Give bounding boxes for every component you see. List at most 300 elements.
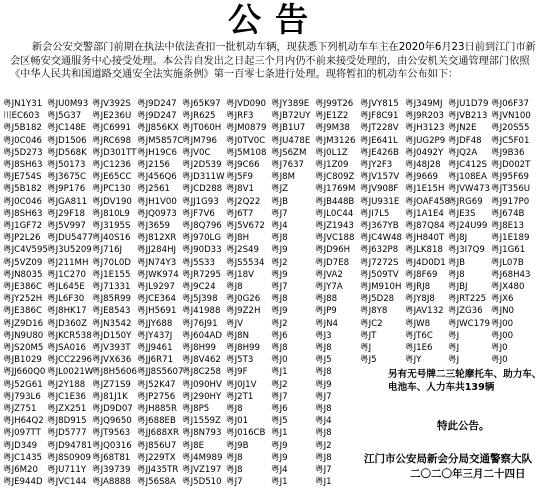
plate-number: 粤J5G37 [47,111,82,122]
plate-number: 粤JE386C [3,306,42,317]
plate-number: 粤JH3123 [405,123,445,134]
plate-number: 粤J0C046 [3,196,42,207]
plate-number: 粤JD349 [3,440,38,451]
plate-number: 粤JY2F3 [360,160,393,171]
plate-number: 粤J1 [315,477,332,488]
plate-number: 粤J52G61 [3,379,43,390]
plate-number: 粤JV0C [182,147,211,158]
plate-number: 粤J [360,343,372,354]
plate-number: 粤JD568K [47,147,87,158]
plate-number: 粤J8 [315,367,332,378]
plate-number: 粤JC412S [448,160,487,171]
plate-number: 粤J8HK17 [47,306,87,317]
plate-number: 粤JVD090 [226,99,267,109]
plate-number: 粤J50173 [47,160,86,171]
plate-number: 粤J5 [360,355,377,366]
plate-number: 粤J24U99 [448,221,488,232]
plate-number: 粤J2T1 [226,391,254,402]
closing-text: 特此公告。 [437,420,490,432]
plate-number: 粤J290HY [182,391,222,402]
plate-number: 粤J2 [315,440,332,451]
plate-number: 粤JU0M93 [47,99,89,109]
plate-number: 粤JCE364 [137,294,176,305]
plate-number: 粤J5S33 [182,257,215,268]
plate-number: 粤JB [448,257,466,268]
plate-number: 粤J688EB [137,416,176,427]
plate-number: 粤JBJ [448,282,468,293]
plate-number: 粤JB448B [315,196,355,207]
plate-number: 粤JRG69 [448,196,483,207]
plate-column [226,98,266,489]
plate-number: 粤J9 [271,452,288,463]
plate-number: 粤JC6991 [92,123,131,134]
plate-number: 粤JL9297 [137,282,175,293]
plate-number: 粤J0 [491,343,508,354]
plate-number: 粤JD5777 [47,428,87,439]
plate-column [448,98,490,366]
plate-number: 粤JT6C [405,330,433,341]
plate-number: 粤JF7V6 [182,208,215,219]
plate-number: 粤JC4W48 [360,233,403,244]
plate-number: 粤JC4V595 [3,245,48,256]
plate-number: 粤J0 [271,355,288,366]
plate-number: 粤JVC188 [315,233,355,244]
plate-number: 粤J1E6 [405,343,433,354]
plate-number: 粤J1 [271,428,288,439]
plate-column [271,98,311,489]
plate-number: 粤J3U5209 [47,245,92,256]
plate-number: 粤J87Q84 [405,221,445,232]
plate-number: 粤JLK818 [405,245,443,256]
plate-number: 粤J81J1K [92,391,128,402]
plate-number: 粤JVB213 [448,111,488,122]
plate-number: 粤JUG2P9 [405,135,446,146]
plate-number: 粤J9669 [405,172,438,183]
plate-number: 粤JV [226,318,244,329]
plate-number: 粤JD9D07 [92,404,133,415]
plate-number: 粤JY8J8 [405,294,435,305]
plate-number: 粤J4 [271,221,288,232]
plate-number: 粤JE641L [360,135,398,146]
plate-number: 粤J8Q796 [182,221,222,232]
plate-number: 粤JE754S [3,172,42,183]
plate-number: 粤JC1236 [92,160,131,171]
plate-number: 粤J3 [315,330,332,341]
plate-number: 粤JD96H [315,245,351,256]
plate-number: 粤J8E13 [491,221,524,232]
plate-number: 粤JN2E [448,123,477,134]
plate-number: 粤J229TX [137,452,176,463]
plate-number: 粤J367YB [360,221,399,232]
plate-number: 粤JR625 [182,111,216,122]
plate-number: 粤J9D247 [137,111,177,122]
plate-number: 粤J2 [271,379,288,390]
plate-number: 粤J8F69 [405,269,438,280]
plate-number: 粤JN74Y3 [137,257,177,268]
plate-column [491,98,531,366]
plate-number: 粤J604AD [182,330,223,341]
plate-number: 粤J9 [271,440,288,451]
plate-number: 粤J00 [491,330,514,341]
plate-number: 粤J8J [448,233,468,244]
plate-number: 粤J5 [315,355,332,366]
plate-number: 粤JDU5477 [47,233,93,244]
plate-number: 粤JQ9650 [92,416,132,427]
plate-number: 粤J29F18 [47,208,85,219]
plate-number: 粤JJ9461 [137,343,173,354]
plate-number: 粤J0L1Z [315,147,348,158]
plate-number: 粤J5M108 [226,147,267,158]
plate-number: 粤JN0 [491,306,515,317]
plate-number: 粤J8SH63 [3,208,43,219]
plate-number: 粤JH5691 [137,306,177,317]
plate-number: 粤JJ1G93 [182,196,219,207]
plate-number: 粤J917P0 [491,196,530,207]
plate-number: 粤J674B [491,208,525,219]
plate-number: 粤J85R99 [92,294,131,305]
plate-number: 粤J39739 [92,465,131,476]
plate-number: 粤J8SH63 [3,160,43,171]
plate-number: 粤J970LG [182,233,221,244]
plate-number: 粤JE3S [448,208,476,219]
plate-number: 粤J856U7 [137,440,177,451]
plate-number: 粤J1Z09 [315,160,349,171]
plate-number: 粤J9Z2H [226,306,261,317]
plate-column [3,98,48,489]
plate-number: 粤JL6F30 [47,294,85,305]
plate-number: 粤JCC2296 [47,355,92,366]
plate-number: 粤J0492Y [405,147,444,158]
plate-number: 粤JGA811 [47,196,88,207]
plate-number: 粤J1559Z [182,416,221,427]
plate-number: 粤J71331 [92,282,131,293]
plate-number: 粤J [448,343,460,354]
plate-number: 粤J9D247 [137,99,177,109]
plate-number: 粤JRC698 [92,135,132,146]
plate-number: 粤J1A1E4 [405,208,444,219]
plate-number: 粤J632P8 [360,245,399,256]
plate-number: 粤J4D0D1 [405,257,446,268]
plate-number: 粤JU931E [360,196,400,207]
plate-number: 粤J [448,355,460,366]
plate-number: 粤JC1E36 [47,391,86,402]
plate-number: 粤JC2 [360,318,383,329]
plate-number: 粤J6 [271,404,288,415]
plate-column [137,98,183,489]
plate-number: 粤J456Q6 [137,172,177,183]
plate-number: 粤J9B36 [491,147,525,158]
plate-number: 粤J8 [226,465,243,476]
plate-number: 粤J5V672 [226,221,265,232]
plate-number: 粤J9F [226,367,248,378]
plate-number: 粤JZ9D16 [3,318,44,329]
plate-number: 粤JJ660Q0 [3,367,46,378]
plate-number: 粤J8 [315,428,332,439]
plate-number: 粤J8V462 [182,355,221,366]
plate-number: 粤JH840T [405,233,445,244]
plate-number: 粤JL645E [47,282,85,293]
plate-number: 粤JT228V [360,123,399,134]
plate-number: 粤J0J1V [226,379,257,390]
plate-number: 粤J2S49 [226,245,259,256]
plate-number: 粤JE1Z2 [315,111,349,122]
plate-number: 粤J9B [226,440,249,451]
plate-number: 粤J7637 [271,160,304,171]
plate-number: 粤JM0879 [226,123,267,134]
plate-number: 粤JWK974 [137,269,179,280]
plate-number: 粤J8 [226,404,243,415]
plate-number: 粤JZX251 [47,404,87,415]
plate-number: 粤JJ8S5607 [137,367,184,378]
plate-number: 粤J41988 [182,306,221,317]
plate-number: 粤JL0021W [47,367,94,378]
plate-number: 粤J810L9 [92,208,130,219]
plate-number: 粤J4 [315,416,332,427]
plate-number: 粤JRF3 [226,111,254,122]
plate-number: 粤JX6 [491,294,514,305]
plate-number: 粤JM5857C [137,135,184,146]
plate-number: 粤J9R203 [405,111,444,122]
plate-number: 粤JV393T [92,343,131,354]
plate-number: 粤J349MJ [405,99,443,109]
plate-number: 粤JH1V00 [137,196,177,207]
plate-number: 粤J1769M [315,184,356,195]
plate-number: 粤J1E15H [405,184,445,195]
plate-number: 粤J9C66 [226,160,260,171]
signature-org: 江门市公安局新会分局交通警察大队 [364,453,532,465]
plate-number: 粤JY389E [271,99,310,109]
plate-number: 粤J5D28 [360,294,395,305]
plate-number: 粤J48J28 [405,160,441,171]
plate-number: 粤JL0C44 [315,208,354,219]
plate-number: 粤JY437J [137,330,173,341]
plate-number: 粤J1GF72 [3,221,43,232]
plate-number: 粤J01 [226,416,249,427]
plate-number: 粤JD7E8 [315,257,350,268]
plate-number: 粤JM796 [182,135,217,146]
plate-number: 粤JS6ZM [271,147,307,158]
plate-number: 粤J2 [271,318,288,329]
plate-number: 粤J9 [315,379,332,390]
plate-number: 粤JJ6R71 [137,355,174,366]
plate-number: 粤JT9563 [92,428,131,439]
plate-number: 粤J5J398 [182,294,218,305]
plate-number: 粤JN1Y31 [3,99,43,109]
plate-number: 粤J5T3 [226,355,254,366]
plate-number: 粤JC5F01 [491,135,530,146]
plate-number: 粤J0 [491,355,508,366]
plate-number: 粤J8E [182,440,205,451]
plate-number: 粤JDF48 [448,135,482,146]
plate-number: 粤J2Q22 [226,196,261,207]
plate-number: 粤J8N793 [182,428,222,439]
plate-number: 粤JY252H [3,294,43,305]
plate-number: 粤J8 [271,233,288,244]
plate-number: 粤JC148E [47,123,86,134]
plate-number: 粤JD002T [491,160,531,171]
plate-number: 粤J3675C [47,172,86,183]
plate-number: 粤J68H43 [491,269,531,280]
plate-number: 粤J8 [271,294,288,305]
plate-number: 粤J793L6 [3,391,41,402]
plate-number: 粤JM3126 [315,135,356,146]
plate-number: 粤J4 [271,465,288,476]
plate-number: 粤J8H5606 [92,367,137,378]
plate-number: 粤J3195S [92,221,131,232]
plate-number: 粤JN3542 [92,318,132,329]
plate-number: 粤JE386C [3,282,42,293]
plate-number: 粤JE426B [360,147,399,158]
plate-number: 粤J2156 [137,160,170,171]
plate-number: 粤J0G26 [226,294,261,305]
plate-number: 粤JP9 [315,306,337,317]
plate-number: 粤JJ856KX [137,123,179,134]
plate-number: 粤J8D915 [47,416,87,427]
plate-number: 粤J8N [226,330,250,341]
signature-date: 二〇二〇年三月二十四日 [410,468,526,480]
plate-number: 粤JVW473 [448,184,490,195]
plate-number: 粤J1G61 [491,245,526,256]
plate-number: 粤JP2756 [137,391,176,402]
plate-number: 粤J8H99 [226,343,260,354]
plate-number: 粤JH19C6 [137,147,177,158]
plate-number: 粤J3I7Q9 [448,245,485,256]
plate-number: 粤JU1D79 [448,99,489,109]
plate-number: 粤JVA2 [315,269,343,280]
plate-number: 粤J1 [271,477,288,488]
plate-number: 粤J5F9 [226,172,254,183]
plate-number: 粤J0TV0C [226,135,266,146]
plate-number: 粤JD94781 [47,440,93,451]
plate-number: 粤J8V1 [226,184,254,195]
plate-number: 粤JN4 [315,318,339,329]
plate-number: 川EC603 [3,111,40,122]
plate-number: 粤J9P176 [47,184,86,195]
plate-number: 粤J65K97 [182,99,221,109]
plate-number: 粤J06F37 [491,99,529,109]
plate-number: 粤JF8C91 [360,111,399,122]
plate-column [182,98,225,489]
plate-number: 粤J9C24 [182,282,216,293]
plate-number: 粤J5B182 [3,184,42,195]
plate-number: 粤J9 [271,245,288,256]
plate-number: 粤J2Y188 [47,379,86,390]
plate-number: 粤J5V997 [47,221,86,232]
boxed-note: 另有无号牌二三轮摩托车、助力车、电池车、人力车共139辆 [388,369,542,393]
plate-number: 粤JE65CC [92,172,132,183]
plate-number: 粤J7 [315,391,332,402]
plate-number: 粤J9 [271,269,288,280]
plate-number: 粤JL07B [491,257,524,268]
plate-number: 粤J8 [226,452,243,463]
plate-number: 粤J90D33 [182,245,222,256]
plate-number: 粤JVN100 [491,111,531,122]
plate-number: 粤JVZ197 [182,465,222,476]
plate-number: 粤JB [271,196,289,207]
plate-number: 粤JD301TT [92,147,137,158]
plate-number: 粤J5B182 [3,123,42,134]
plate-column [92,98,137,489]
plate-number: 粤JS5534 [226,257,265,268]
plate-number: 粤J108EA [448,172,487,183]
plate-number: 粤JD360Z [47,318,88,329]
plate-number: 粤JI7L5 [360,208,390,219]
plate-number: 粤J70L0D [92,257,131,268]
plate-number: 粤JVC144 [47,477,87,488]
plate-column [405,98,450,366]
plate-number: 粤JRT225 [448,294,487,305]
plate-number: 粤JC1435 [3,452,42,463]
plate-number: 粤JZ751 [3,404,37,415]
plate-number: 粤J8P5 [182,404,210,415]
plate-number: 粤JV392S [92,99,131,109]
plate-column [47,98,93,489]
plate-number: 粤J9 [271,306,288,317]
plate-number: 粤J090HV [182,379,222,390]
plate-number: 粤JKCR538 [47,330,92,341]
plate-number: 粤JB1U7 [271,123,306,134]
plate-number: 粤J097TT [3,428,41,439]
plate-number: 粤J8 [271,343,288,354]
plate-number: 粤J1 [271,367,288,378]
plate-number: 粤J8 [315,452,332,463]
plate-number: 粤J8Y8 [360,306,388,317]
plate-number: 粤J1C270 [47,269,86,280]
plate-number: 粤J76J91 [182,318,218,329]
plate-number: 粤JN9U80 [3,330,44,341]
plate-number: 粤JM910H [360,282,402,293]
plate-number: 粤J9M38 [315,123,350,134]
plate-number: 粤JU711Y [47,465,87,476]
plate-number: 粤JT [360,330,377,341]
plate-number: 粤JQ0973 [137,208,177,219]
plate-number: 粤J2561 [137,184,170,195]
plate-number: 粤JP2L26 [3,233,41,244]
plate-number: 粤JPC130 [92,184,131,195]
plate-number: 粤JT060H [182,123,222,134]
plate-number: 粤J2D539 [182,160,222,171]
plate-number: 粤JX480 [491,282,525,293]
plate-number: 粤J8C258 [182,367,221,378]
plate-number: 粤JJ688XR [137,428,179,439]
plate-number: 粤JD150Y [92,330,132,341]
plate-number: 粤JD1506 [47,135,87,146]
plate-number: 粤J5 [271,416,288,427]
plate-number: 粤JE8543 [92,306,131,317]
plate-number: 粤JS20M5 [3,343,44,354]
plate-number: 粤J509TV [360,269,399,280]
plate-column [315,98,355,489]
plate-number: 粤J1E189 [491,233,530,244]
plate-number: 粤J4M989 [182,452,223,463]
plate-number: 粤JRJ8 [405,282,431,293]
plate-number: 粤J00 [491,318,514,329]
plate-number: 粤J211MH [47,257,89,268]
plate-number: 粤J68T81 [92,452,131,463]
plate-number: 粤JC809Z [315,172,355,183]
plate-number: 粤JJ284HJ [137,245,177,256]
plate-number: 粤J8S0909 [47,452,91,463]
plate-number: 粤J5D273 [3,147,43,158]
plate-number: 粤J8 [226,282,243,293]
plate-number: 粤JZ71S9 [92,379,131,390]
plate-number: 粤J56S8A [137,477,176,488]
plate-number: 粤JH885R [137,404,177,415]
plate-number: 粤J5D510 [182,477,222,488]
plate-number: 粤J1E155 [92,269,131,280]
plate-number: 粤JA8888 [92,477,131,488]
plate-number: 粤JOAF458 [405,196,450,207]
